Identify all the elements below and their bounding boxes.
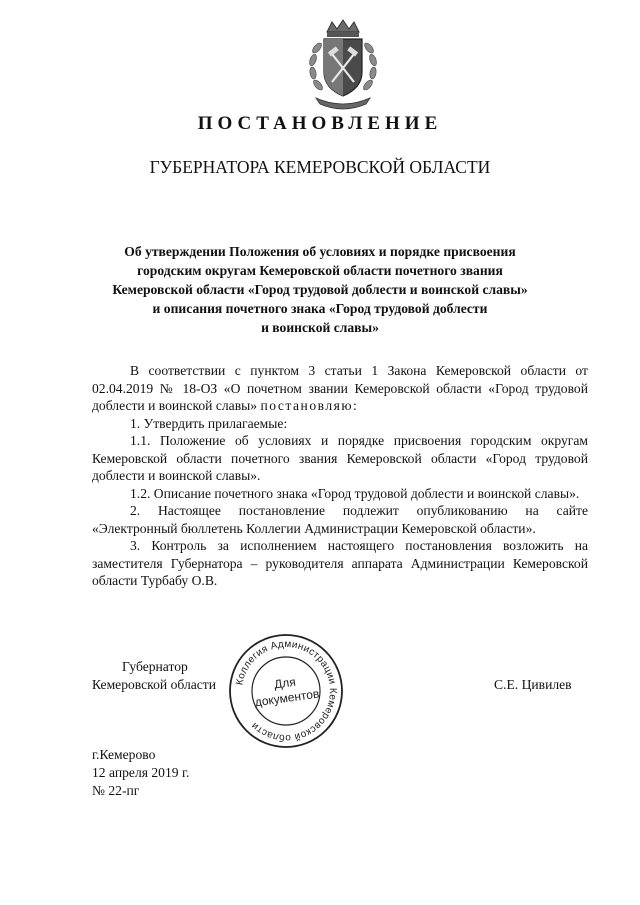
heading-line: и описания почетного знака «Город трудовой доблести — [152, 301, 488, 316]
paragraph-preamble — [92, 362, 588, 415]
paragraph-item-1-2: 1.2. Описание почетного знака «Город трудовой доблести и воинской славы». — [130, 485, 580, 501]
paragraph-item-3: 3. Контроль за исполнением настоящего постановления возложить на заместителя Губернатора – руководителя аппарата Администрации Кемеровской области Турбабу О.В. — [92, 538, 588, 588]
document-heading — [95, 242, 545, 337]
document-city: г.Кемерово — [92, 747, 156, 762]
paragraph-item-1-1: 1.1. Положение об условиях и порядке присвоения городским округам Кемеровской области почетного звания Кемеровской области «Город трудовой доблести и воинской славы». — [92, 433, 588, 483]
signatory-region: Кемеровской области — [92, 677, 217, 692]
document-number: № 22-пг — [92, 783, 140, 798]
heading-line: Кемеровской области «Город трудовой доблести и воинской славы» — [112, 282, 528, 297]
decree-word: постановляю: — [260, 398, 359, 413]
stamp-center-line: Для — [273, 674, 297, 692]
document-title: ПОСТАНОВЛЕНИЕ — [197, 113, 443, 134]
document-date: 12 апреля 2019 г. — [92, 765, 190, 780]
document-issuer: ГУБЕРНАТОРА КЕМЕРОВСКОЙ ОБЛАСТИ — [149, 157, 491, 177]
preamble-text: В соответствии с пунктом 3 статьи 1 Закона Кемеровской области от 02.04.2019 № 18-ОЗ «О почетном звании Кемеровской области «Город трудовой доблести и воинской славы» — [92, 363, 588, 413]
heading-line: и воинской славы» — [261, 320, 379, 335]
paragraph-item-2: 2. Настоящее постановление подлежит опубликованию на сайте «Электронный бюллетень Коллегии Администрации Кемеровской области». — [92, 503, 588, 536]
heading-line: городским округам Кемеровской области почетного звания — [137, 263, 503, 278]
official-stamp — [227, 632, 345, 750]
signatory-name: С.Е. Цивилев — [494, 677, 572, 692]
coat-of-arms-icon — [302, 18, 384, 110]
stamp-center-line: документов — [253, 686, 321, 710]
paragraph-item-1: 1. Утвердить прилагаемые: — [130, 415, 288, 431]
stamp-ring-text: Коллегия Администрации Кемеровской области — [234, 638, 339, 744]
document-body — [92, 362, 588, 590]
heading-line: Об утверждении Положения об условиях и порядке присвоения — [124, 244, 516, 259]
signatory-title: Губернатор — [122, 659, 188, 674]
